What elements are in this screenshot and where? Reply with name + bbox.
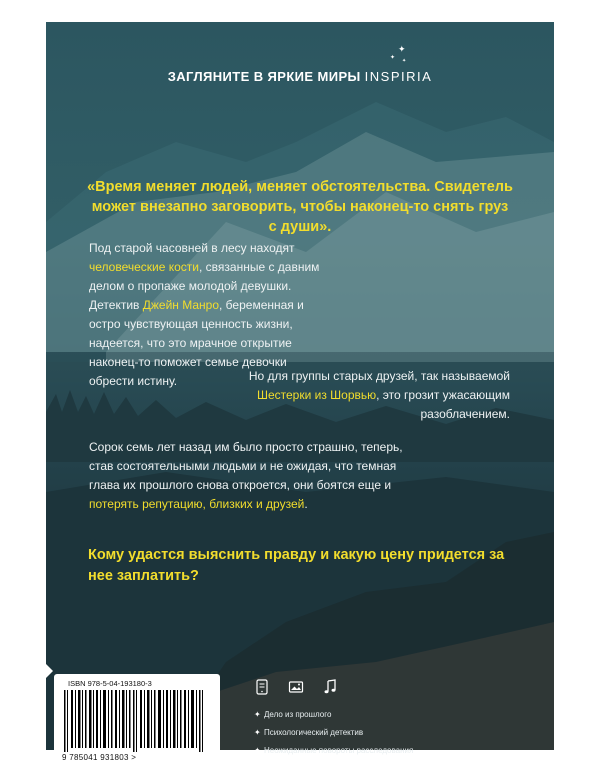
highlight-detective: Джейн Манро — [142, 298, 220, 312]
star-icon: ✦ — [254, 728, 261, 737]
isbn: ISBN 978-5-04-193180-3 — [68, 679, 152, 688]
closing-question: Кому удастся выяснить правду и какую цену придется за нее заплатить? — [88, 547, 505, 584]
feature-item: ✦ Дело из прошлого — [254, 710, 332, 719]
sparkle-icon: ✦ — [390, 55, 396, 61]
paragraph-3: Сорок семь лет назад им было просто страшно, теперь, став состоятельными людьми и не ожидая, что темная глава их прошлого снова откроется, они боятся еще и потерять репутацию, близких и друзей. — [89, 440, 403, 511]
series-tagline — [46, 69, 554, 84]
tagline-text: ЗАГЛЯНИТЕ В ЯРКИЕ МИРЫ — [167, 69, 361, 84]
barcode-panel — [54, 674, 220, 764]
ebook-icon — [254, 679, 270, 695]
music-note-icon — [322, 679, 338, 695]
format-icons — [254, 679, 338, 695]
book-back-cover — [46, 22, 554, 762]
paragraph-1: Под старой часовней в лесу находят человеческие кости, связанные с давним делом о пропаже молодой девушки. Детектив Джейн Манро, беременная и остро чувствующая ценность жизни, надеется, что это мрачное открытие наконец-то поможет семье девочки обрести истину. — [89, 241, 320, 388]
feature-item: ✦ Психологический детектив — [254, 728, 364, 737]
barcode-number: 9 785041 931803 > — [62, 753, 137, 762]
sparkle-icon: ✦ — [402, 58, 407, 64]
quote: «Время меняет людей, меняет обстоятельства. Свидетель может внезапно заговорить, чтобы наконец-то снять груз с души». — [87, 179, 513, 235]
publisher-brand: INSPIRIA — [364, 69, 433, 84]
highlight-bones: человеческие кости — [89, 260, 199, 274]
feature-item: ✦ Неожиданные повороты расследования — [254, 746, 414, 755]
paragraph-2: Но для группы старых друзей, так называемой Шестерки из Шорвью, это грозит ужасающим разоблачением. — [248, 369, 510, 421]
cover-notch — [44, 662, 53, 680]
sparkle-icon: ✦ — [398, 44, 406, 54]
star-icon: ✦ — [254, 710, 261, 719]
star-icon: ✦ — [254, 746, 261, 755]
barcode — [62, 690, 212, 752]
image-icon — [288, 679, 304, 695]
highlight-lose: потерять репутацию, близких и друзей — [89, 497, 305, 511]
highlight-six: Шестерки из Шорвью — [256, 388, 377, 402]
